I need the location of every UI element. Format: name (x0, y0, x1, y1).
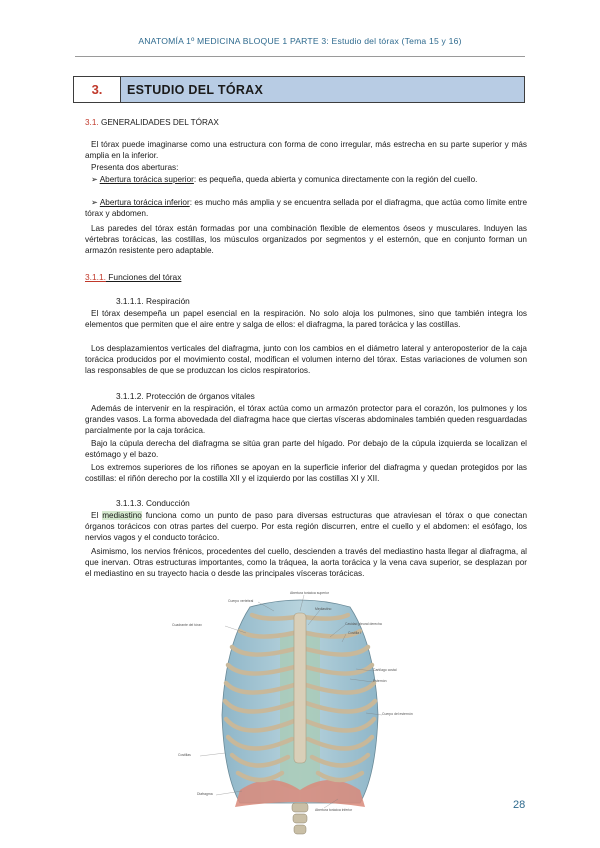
label-first-rib: Costilla I (348, 631, 362, 635)
bullet-superior-aperture (85, 174, 527, 185)
protection-paragraph-2: Bajo la cúpula derecha del diafragma se sitúa gran parte del hígado. Por debajo de la cúpula izquierda se localizan el estómago y el bazo. (85, 439, 527, 460)
thorax-illustration (170, 585, 430, 843)
protection-paragraph-3: Los extremos superiores de los riñones se apoyan en la superficie inferior del diafragma y quedan protegidos por las costillas: el riñón derecho por la costilla XII y el izquierdo por las costillas XI y XII. (85, 463, 527, 484)
thorax-anatomy-figure (170, 585, 430, 843)
subsection-3-1-number: 3.1. (85, 118, 99, 127)
protection-paragraph-1: Además de intervenir en la respiración, el tórax actúa como un armazón protector para el corazón, los pulmones y los grandes vasos. La forma abovedada del diafragma hace que ciertas vísceras abdominales también queden resguardadas parcialmente por la caja torácica. (85, 404, 527, 436)
subsection-3-1-1-number: 3.1.1. (85, 272, 106, 282)
bullet-text: : es mucho más amplia y se encuentra sellada por el diafragma, que actúa como límite entre tórax y abdomen. (85, 198, 528, 219)
header-rule (75, 56, 525, 57)
mediastino-highlight: mediastino (102, 511, 142, 520)
subsection-3-1-title: GENERALIDADES DEL TÓRAX (98, 118, 219, 127)
conduction-paragraph-2: Asimismo, los nervios frénicos, procedentes del cuello, descienden a través del mediastino hasta llegar al diafragma, al que inervan. Otras estructuras importantes, como la tráquea, la aorta torácica y la vena cava superior, se desplazan por el mediastino en su trayecto hacia o desde las principales vísceras torácicas. (85, 547, 527, 579)
label-thorax-quadrant: Cuadrante del tórax (172, 623, 202, 627)
bullet-inferior-aperture (85, 197, 527, 219)
conduction-paragraph-1 (85, 510, 527, 544)
bullet-arrow: ➢ (91, 198, 100, 207)
respiration-paragraph-1: El tórax desempeña un papel esencial en la respiración. No solo aloja los pulmones, sino que también integra los elementos que permiten que el aire entre y salga de ellos: el diafragma, la pared torácica y las costillas. (85, 309, 527, 330)
intro-paragraph-1: El tórax puede imaginarse como una estructura con forma de cono irregular, más estrecha en su parte superior y más amplia en la inferior. (85, 140, 527, 161)
conduction-text-start: El (91, 511, 103, 520)
sternum-shape (294, 613, 306, 763)
section-number: 3. (74, 77, 121, 102)
label-ribs: Costillas (178, 753, 191, 757)
section-title: ESTUDIO DEL TÓRAX (121, 77, 524, 102)
intro-paragraph-3: Las paredes del tórax están formadas por una combinación flexible de elementos óseos y musculares. Induyen las vértebras torácicas, las costillas, los músculos organizados por segmentos y el esternón, que en conjunto forman un armazón resistente pero adaptable. (85, 224, 527, 256)
label-mediastinum: Mediastino (315, 607, 332, 611)
page-number: 28 (513, 799, 526, 811)
subsection-3-1-1-title: Funciones del tórax (105, 272, 182, 282)
conduction-heading: 3.1.1.3. Conducción (116, 498, 190, 508)
section-heading (73, 76, 525, 103)
label-sternum: Esternón (373, 679, 387, 683)
label-vertebral-body: Cuerpo vertebral (228, 599, 254, 603)
intro-paragraph-2: Presenta dos aberturas: (91, 163, 179, 172)
respiration-paragraph-2: Los desplazamientos verticales del diafragma, junto con los cambios en el diámetro lateral y anteroposterior de la caja torácica producidos por el movimiento costal, modifican el volumen interno del tórax. Estas variaciones de volumen son las responsables de que se produzcan los ciclos respiratorios. (85, 344, 527, 376)
bullet-term: Abertura torácica inferior (99, 198, 190, 207)
label-sternum-body: Cuerpo del esternón (382, 712, 413, 716)
respiration-heading: 3.1.1.1. Respiración (116, 296, 190, 306)
conduction-text-rest: funciona como un punto de paso para diversas estructuras que atraviesan el tórax o que conectan órganos torácicos con otras partes del cuerpo. Por esta región discurren, entre el cuello y el abdomen: el esófago, los nervios vagos y el conducto torácico. (85, 511, 527, 543)
label-diaphragm: Diafragma (197, 792, 213, 796)
running-header: ANATOMÍA 1º MEDICINA BLOQUE 1 PARTE 3: Estudio del tórax (Tema 15 y 16) (138, 36, 462, 46)
label-superior-aperture: Abertura torácica superior (290, 591, 330, 595)
label-costal-cartilage: Cartílago costal (373, 668, 397, 672)
bullet-arrow: ➢ (91, 175, 100, 184)
label-inferior-aperture: Abertura torácica inferior (315, 808, 353, 812)
bullet-term: Abertura torácica superior (99, 175, 194, 184)
subsection-3-1-heading (85, 118, 219, 127)
protection-heading: 3.1.1.2. Protección de órganos vitales (116, 391, 255, 401)
label-right-pleural-cavity: Cavidad pleural derecha (345, 622, 382, 626)
vertebral-column (292, 803, 308, 834)
bullet-text: : es pequeña, queda abierta y comunica directamente con la región del cuello. (193, 175, 478, 184)
subsection-3-1-1-heading (85, 272, 181, 282)
